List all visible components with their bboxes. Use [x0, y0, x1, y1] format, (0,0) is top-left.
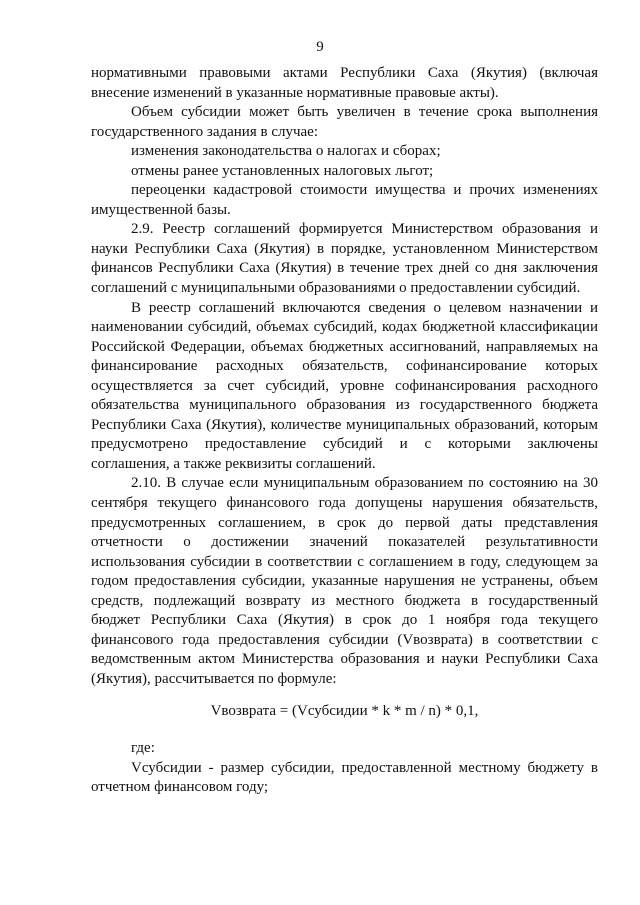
paragraph-cadastral-value: переоценки кадастровой стоимости имущества и прочих изменениях имущественной базы.	[91, 182, 598, 218]
paragraph-subsidy-definition: Vсубсидии - размер субсидии, предоставленной местному бюджету в отчетном финансовом году;	[91, 759, 598, 796]
paragraph-continuation: нормативными правовыми актами Республики Саха (Якутия) (включая внесение изменений в указанные нормативные правовые акты).	[91, 65, 598, 101]
document-body	[91, 64, 598, 798]
paragraph-subsidy-increase: Объем субсидии может быть увеличен в течение срока выполнения государственного задания в случае:	[91, 104, 598, 140]
formula-where-label: где:	[131, 740, 155, 757]
paragraph-2-9-register: 2.9. Реестр соглашений формируется Министерством образования и науки Республики Саха (Якутия) в порядке, установленном Министерством финансов Республики Саха (Якутия) в течение трех дней со дня заключения соглашений с муниципальными образованиями о предоставлении субсидий.	[91, 221, 598, 297]
page-number: 9	[316, 39, 324, 55]
formula: Vвозврата = (Vсубсидии * k * m / n) * 0,1,	[210, 702, 479, 719]
paragraph-register-contents: В реестр соглашений включаются сведения о целевом назначении и наименовании субсидий, объемах субсидий, кодах бюджетной классификации Российской Федерации, объемах бюджетных ассигнований, направляемых на финансирование расходных обязательств, софинансирование которых осуществляется за счет субсидий, уровне софинансирования расходного обязательства муниципального образования из государственного бюджета Республики Саха (Якутия), количестве муниципальных образований, которым предусмотрено предоставление субсидий и с которыми заключены соглашения, а также реквизиты соглашений.	[91, 299, 598, 472]
paragraph-2-10-violations: 2.10. В случае если муниципальным образованием по состоянию на 30 сентября текущего финансового года допущены нарушения обязательств, предусмотренных соглашением, в срок до первой даты представления отчетности о достижении значений показателей результативности использования субсидии в соответствии с соглашением в году, следующем за годом предоставления субсидии, указанные нарушения не устранены, объем средств, подлежащий возврату из местного бюджета в государственный бюджет Республики Саха (Якутия) в срок до 1 ноября года текущего финансового года предоставления субсидии (Vвозврата) в соответствии с ведомственным актом Министерства образования и науки Республики Саха (Якутия), рассчитывается по формуле:	[91, 475, 598, 687]
list-item-tax-benefits: отмены ранее установленных налоговых льгот;	[131, 162, 434, 179]
list-item-tax-law: изменения законодательства о налогах и сборах;	[131, 143, 441, 160]
